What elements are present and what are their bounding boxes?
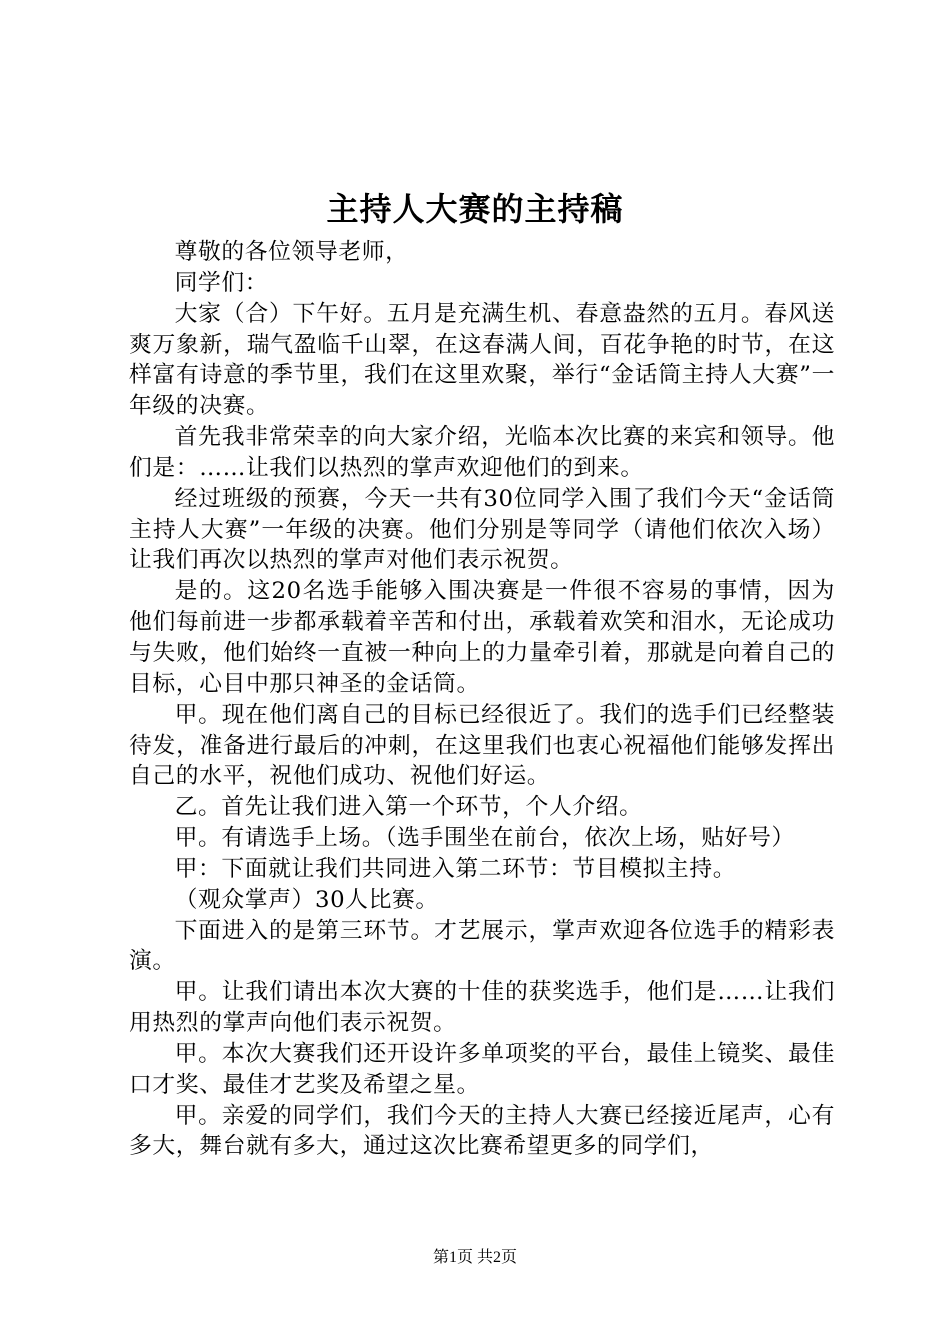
page-number-footer: 第1页 共2页: [432, 1249, 517, 1266]
paragraph: 甲。有请选手上场。（选手围坐在前台，依次上场，贴好号）: [174, 825, 795, 852]
paragraph: 乙。首先让我们进入第一个环节，个人介绍。: [174, 794, 643, 821]
paragraph: 是的。这20名选手能够入围决赛是一件很不容易的事情，因为他们每前进一步都承载着辛苦和付出，承载着欢笑和泪水，无论成功与失败，他们始终一直被一种向上的力量牵引着，那就是向着自己的目标，心目中那只神圣的金话筒。: [129, 578, 835, 697]
paragraph: 下面进入的是第三环节。才艺展示，掌声欢迎各位选手的精彩表演。: [129, 917, 835, 975]
paragraph: 同学们：: [174, 269, 269, 296]
paragraph: 甲。亲爱的同学们，我们今天的主持人大赛已经接近尾声，心有多大，舞台就有多大，通过这次比赛希望更多的同学们，: [129, 1102, 835, 1160]
paragraph: 首先我非常荣幸的向大家介绍，光临本次比赛的来宾和领导。他们是：……让我们以热烈的掌声欢迎他们的到来。: [129, 424, 835, 481]
paragraph: 甲。现在他们离自己的目标已经很近了。我们的选手们已经整装待发，准备进行最后的冲刺，在这里我们也衷心祝福他们能够发挥出自己的水平，祝他们成功、祝他们好运。: [129, 701, 835, 790]
paragraph: （观众掌声）30人比赛。: [174, 886, 439, 913]
paragraph: 经过班级的预赛，今天一共有30位同学入围了我们今天“金话筒主持人大赛”一年级的决赛。他们分别是等同学（请他们依次入场）让我们再次以热烈的掌声对他们表示祝贺。: [129, 485, 835, 574]
paragraph: 甲。本次大赛我们还开设许多单项奖的平台，最佳上镜奖、最佳口才奖、最佳才艺奖及希望之星。: [129, 1040, 835, 1098]
paragraph: 甲：下面就让我们共同进入第二环节：节目模拟主持。: [174, 855, 737, 882]
document-body: [129, 237, 835, 1162]
document-title: 主持人大赛的主持稿: [326, 190, 624, 228]
paragraph: 大家（合）下午好。五月是充满生机、春意盎然的五月。春风送爽万象新，瑞气盈临千山翠，在这春满人间，百花争艳的时节，在这样富有诗意的季节里，我们在这里欢聚，举行“金话筒主持人大赛”一年级的决赛。: [129, 300, 835, 420]
paragraph: 尊敬的各位领导老师，: [174, 239, 409, 265]
paragraph: 甲。让我们请出本次大赛的十佳的获奖选手，他们是……让我们用热烈的掌声向他们表示祝贺。: [129, 979, 835, 1037]
